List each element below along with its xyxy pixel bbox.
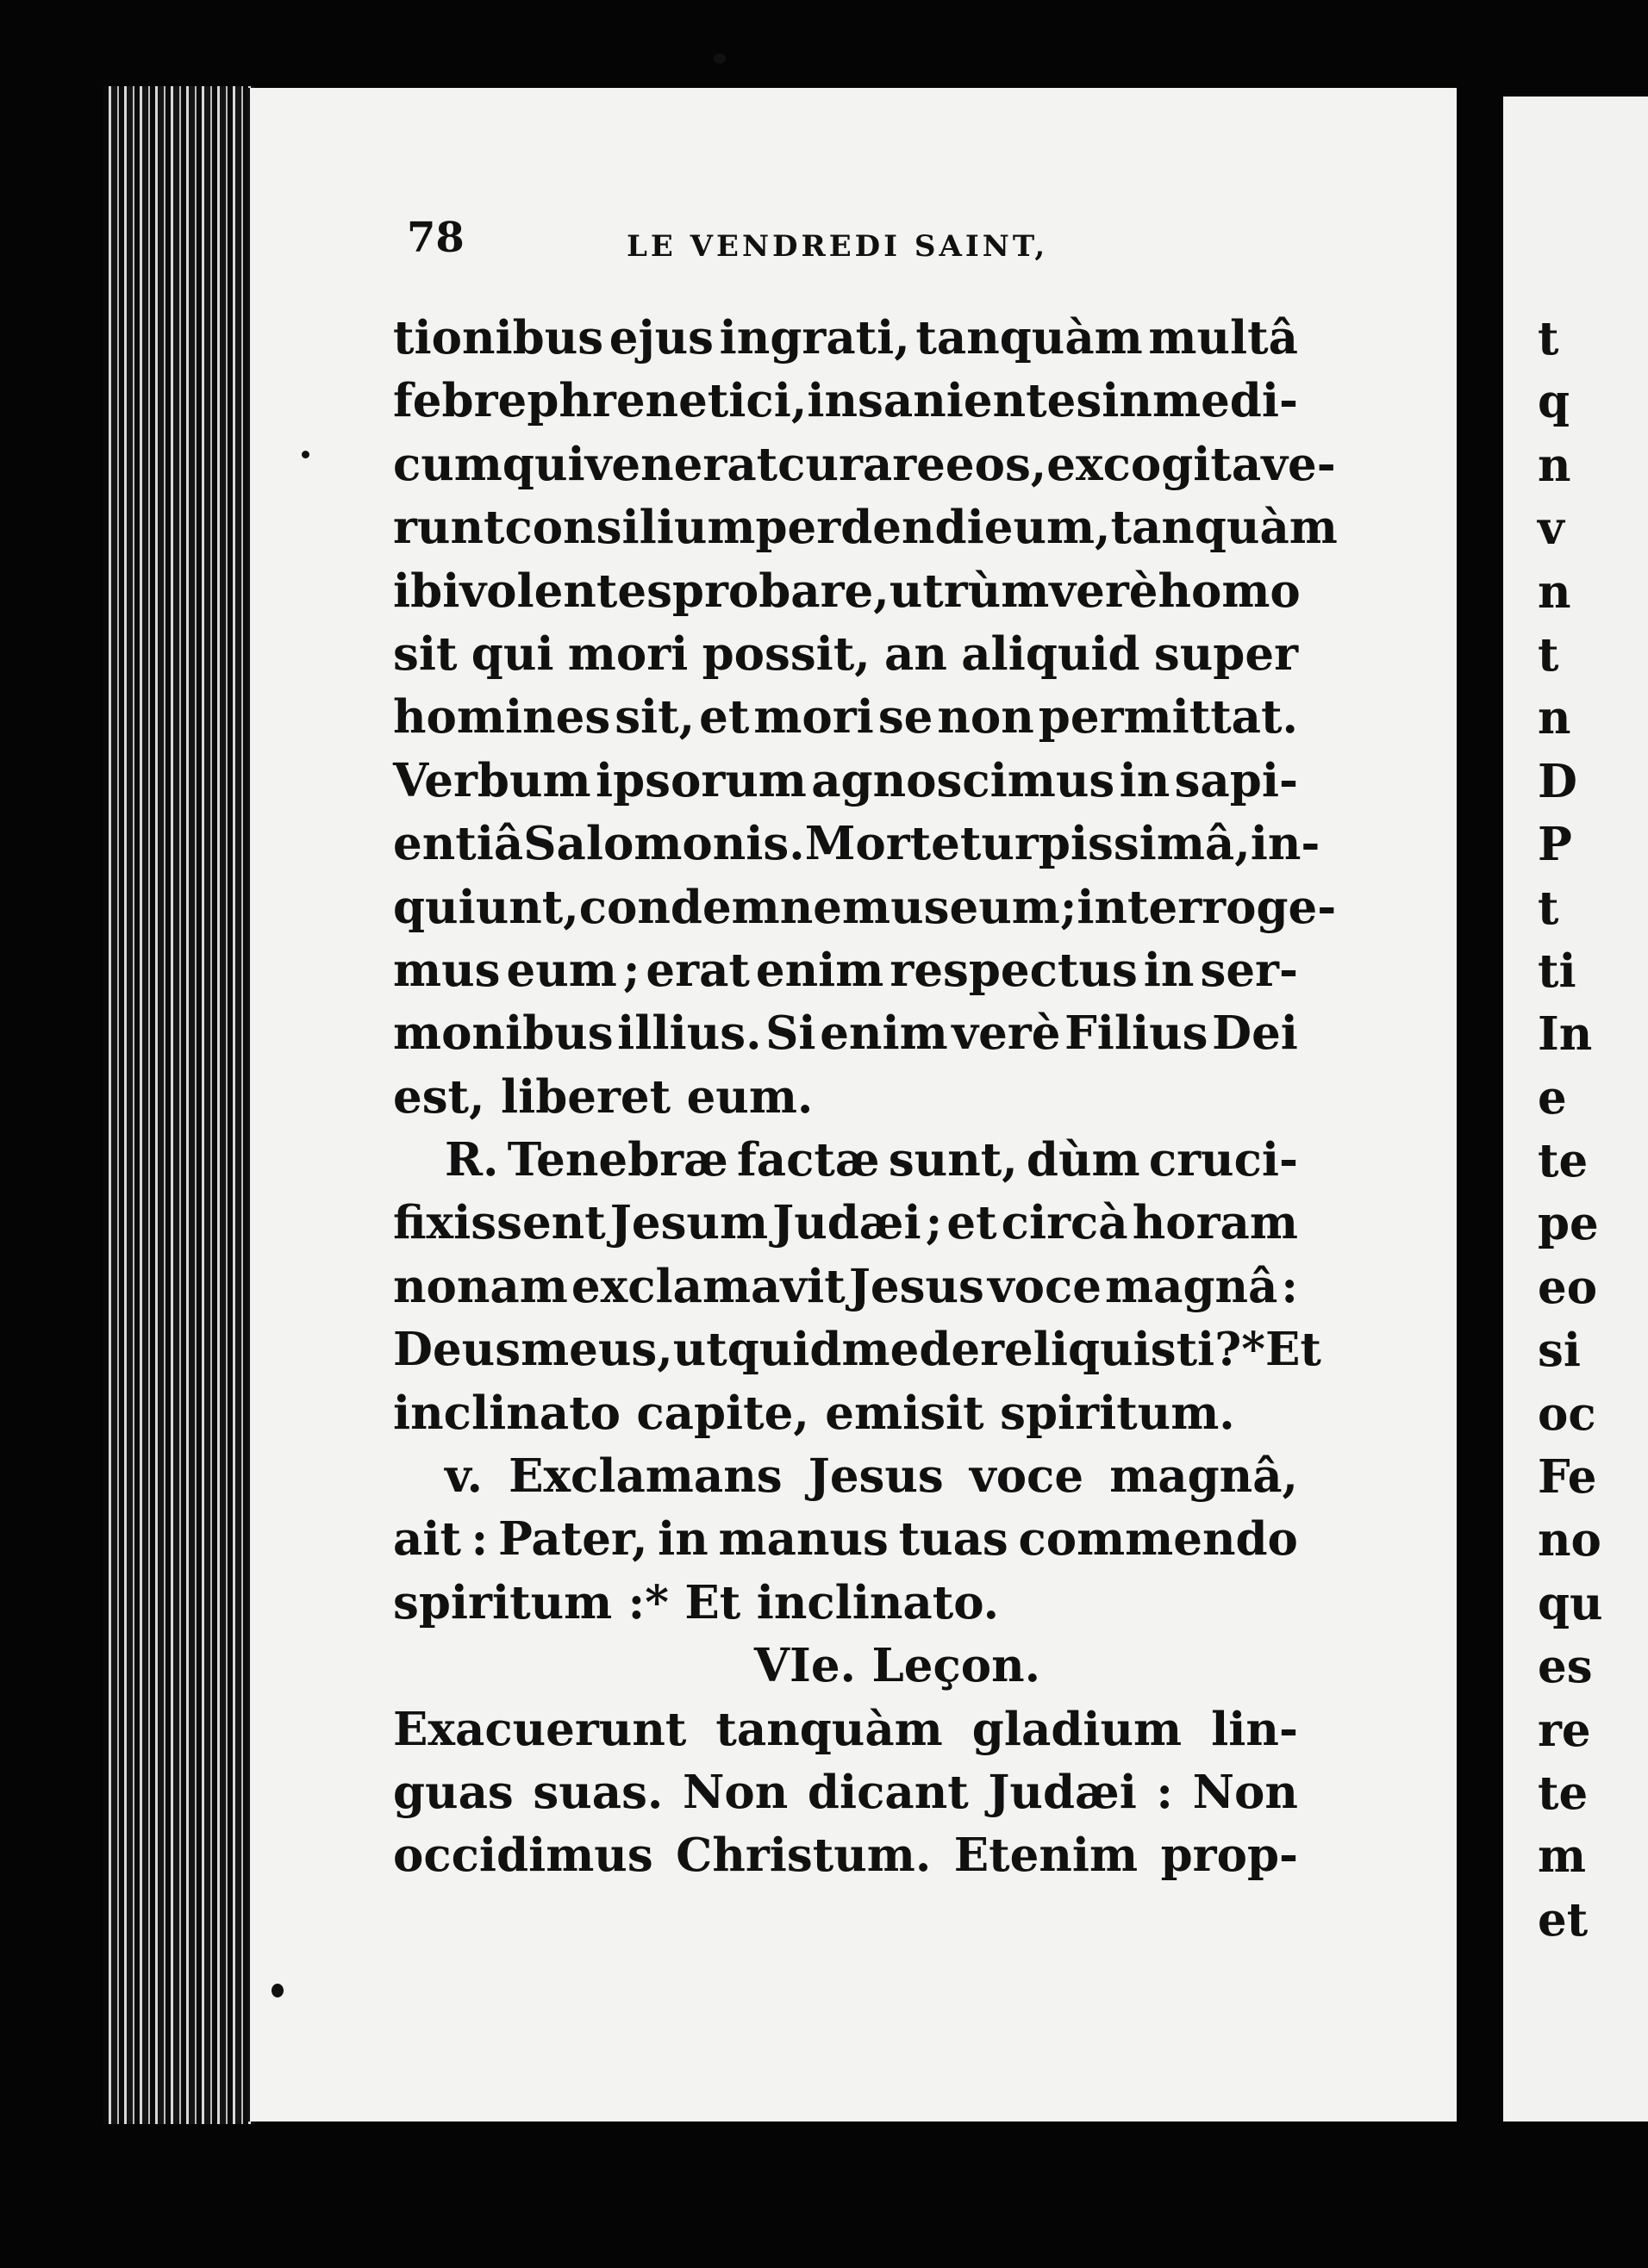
page-number: 78	[407, 214, 465, 262]
facing-page	[1503, 97, 1648, 2122]
facing-line: v	[1538, 502, 1564, 556]
text-line: runt consilium perdendi eum, tanquàm	[393, 501, 1338, 555]
text-line: Exacuerunt tanquàm gladium lin-	[393, 1702, 1298, 1756]
facing-line: In	[1538, 1007, 1593, 1062]
text-line: est, liberet eum.	[393, 1069, 814, 1124]
ink-speck	[302, 451, 309, 458]
text-line: homines sit, et mori se non permittat.	[393, 690, 1298, 745]
facing-page-text	[1503, 97, 1648, 1952]
facing-line: qu	[1538, 1576, 1603, 1630]
facing-line: te	[1538, 1766, 1589, 1820]
facing-line: n	[1538, 564, 1571, 619]
text-line: ibi volentes probare, utrùm verè homo	[393, 564, 1301, 618]
facing-line: m	[1538, 1829, 1587, 1884]
facing-line: es	[1538, 1640, 1593, 1694]
book-spine	[103, 86, 254, 2124]
facing-line: D	[1538, 754, 1577, 808]
facing-line: oc	[1538, 1386, 1596, 1441]
facing-line: te	[1538, 1134, 1589, 1188]
text-line: sit qui mori possit, an aliquid super	[393, 626, 1298, 681]
facing-line: pe	[1538, 1197, 1599, 1251]
text-line: spiritum :* Et inclinato.	[393, 1575, 1000, 1629]
page-body	[393, 307, 1338, 1888]
text-line: quiunt, condemnemus eum ; interroge-	[393, 880, 1337, 934]
text-line: monibus illius. Si enim verè Filius Dei	[393, 1006, 1298, 1061]
text-line: tionibus ejus ingrati, tanquàm multâ	[393, 311, 1298, 364]
page-header	[407, 214, 1096, 274]
ink-speck	[272, 1984, 284, 1997]
facing-line: P	[1538, 818, 1572, 872]
text-line: ait : Pater, in manus tuas commendo	[393, 1512, 1298, 1567]
text-line: inclinato capite, emisit spiritum.	[393, 1386, 1235, 1440]
text-line: mus eum ; erat enim respectus in ser-	[393, 943, 1298, 997]
text-line: fixissent Jesum Judæi ; et circà horam	[393, 1196, 1298, 1250]
text-line: occidimus Christum. Etenim prop-	[393, 1829, 1298, 1883]
lesson-heading: VIe. Leçon.	[753, 1639, 1041, 1693]
facing-line: t	[1538, 881, 1559, 935]
facing-line: t	[1538, 627, 1559, 682]
text-line: cum qui venerat curare eos, excogitave-	[393, 437, 1336, 491]
text-line: Verbum ipsorum agnoscimus in sapi-	[393, 753, 1298, 807]
text-line: guas suas. Non dicant Judæi : Non	[393, 1765, 1298, 1819]
facing-line: ti	[1538, 944, 1576, 998]
facing-line: n	[1538, 438, 1571, 492]
text-line: entiâ Salomonis. Morte turpissimâ, in-	[393, 817, 1320, 871]
facing-line: t	[1538, 312, 1559, 365]
facing-line: n	[1538, 691, 1571, 745]
text-line: Deus meus, ut quid me dereliquisti ?* Et	[393, 1323, 1321, 1377]
facing-line: si	[1538, 1324, 1581, 1378]
facing-line: e	[1538, 1070, 1567, 1125]
running-title: LE VENDREDI SAINT,	[627, 229, 1049, 264]
responsory-line: R. Tenebræ factæ sunt, dùm cruci-	[445, 1133, 1298, 1187]
text-line: febre phrenetici, insanientes in medi-	[393, 374, 1298, 428]
facing-line: eo	[1538, 1260, 1598, 1314]
facing-line: et	[1538, 1892, 1589, 1947]
text-line: nonam exclamavit Jesus voce magnâ :	[393, 1259, 1298, 1313]
facing-line: Fe	[1538, 1450, 1597, 1505]
versicle-line: v. Exclamans Jesus voce magnâ,	[445, 1449, 1298, 1504]
facing-line: re	[1538, 1703, 1591, 1757]
facing-line: q	[1538, 375, 1570, 429]
ink-speck	[714, 53, 726, 64]
facing-line: no	[1538, 1513, 1601, 1567]
